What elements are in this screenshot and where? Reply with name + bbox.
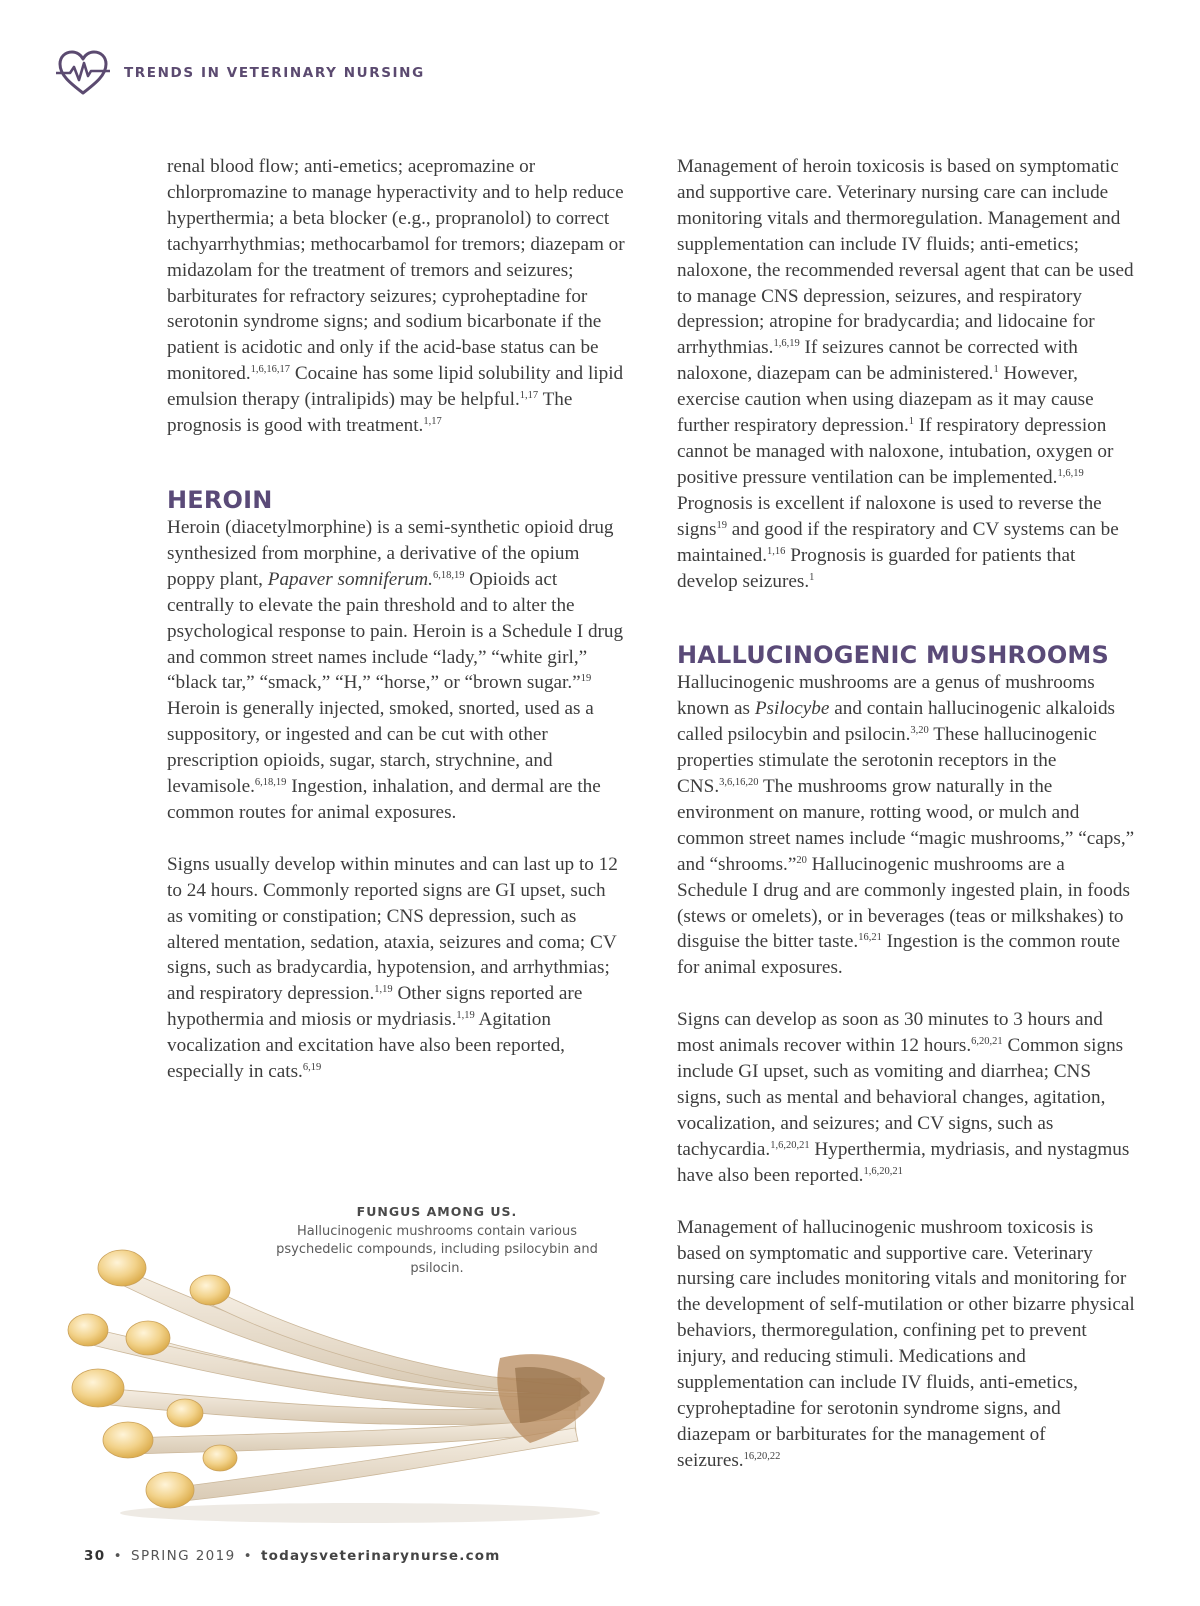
right-column	[677, 154, 1137, 1474]
page-number: 30	[84, 1548, 106, 1564]
mushrooms-management-paragraph: Management of hallucinogenic mushroom toxicosis is based on symptomatic and supportive care. Veterinary nursing care includes monitoring vitals and monitoring for the development of self-mutilation or other bizarre physical behaviors, thermoregulation, confining pet to prevent injury, and reducing stimuli. Medications and supplementation can include IV fluids, anti-emetics, cyproheptadine for serotonin syndrome signs, and diazepam or barbiturates for the management of seizures.$^{16,20,22}$	[677, 1216, 1135, 1471]
caption-title: FUNGUS AMONG US.	[356, 1204, 518, 1219]
photo-caption	[262, 1203, 612, 1278]
heroin-intro-paragraph: Heroin (diacetylmorphine) is a semi-synthetic opioid drug synthesized from morphine, a derivative of the opium poppy plant, Papaver somniferum.$^{6,18,19}$ Opioids act centrally to elevate the pain threshold and to alter the psychological response to pain. Heroin is a Schedule I drug and common street names include “lady,” “white girl,” “black tar,” “smack,” “H,” “horse,” or “brown sugar.”$^{19}$ Heroin is generally injected, smoked, snorted, used as a suppository, or ingested and can be cut with other prescription opioids, sugar, starch, strychnine, and levamisole.$^{6,18,19}$ Ingestion, inhalation, and dermal are the common routes for animal exposures.	[167, 516, 624, 823]
issue-label: SPRING 2019	[130, 1548, 236, 1564]
heroin-management-paragraph: Management of heroin toxicosis is based on symptomatic and supportive care. Veterinary nursing care can include monitoring vitals and thermoregulation. Management and supplementation can include IV fluids; anti-emetics; naloxone, the recommended reversal agent that can be used to manage CNS depression, seizures, and respiratory depression; atropine for bradycardia; and lidocaine for arrhythmias.$^{1,6,19}$ If seizures cannot be corrected with naloxone, diazepam can be administered.$^1$ However, exercise caution when using diazepam as it may cause further respiratory depression.$^1$ If respiratory depression cannot be managed with naloxone, intubation, oxygen or positive pressure ventilation can be implemented.$^{1,6,19}$ Prognosis is excellent if naloxone is used to reverse the signs$^{19}$ and good if the respiratory and CV systems can be maintained.$^{1,16}$ Prognosis is guarded for patients that develop seizures.$^1$	[677, 156, 1134, 592]
page-header	[56, 48, 425, 98]
heroin-heading: HEROIN	[167, 485, 273, 514]
page-footer: 30 • SPRING 2019 • todaysveterinarynurse.com	[84, 1548, 501, 1564]
cocaine-paragraph: renal blood flow; anti-emetics; acepromazine or chlorpromazine to manage hyperactivity and to help reduce hyperthermia; a beta blocker (e.g., propranolol) to correct tachyarrhythmias; methocarbamol for tremors; diazepam or midazolam for the treatment of tremors and seizures; barbiturates for refractory seizures; cyproheptadine for serotonin syndrome signs; and sodium bicarbonate if the patient is acidotic and only if the acid-base status can be monitored.$^{1,6,16,17}$ Cocaine has some lipid solubility and lipid emulsion therapy (intralipids) may be helpful.$^{1,17}$ The prognosis is good with treatment.$^{1,17}$	[167, 156, 625, 437]
caption-text: Hallucinogenic mushrooms contain various psychedelic compounds, including psilocybin and psilocin.	[276, 1223, 598, 1276]
heroin-signs-paragraph: Signs usually develop within minutes and can last up to 12 to 24 hours. Commonly reported signs are GI upset, such as vomiting or constipation; CNS depression, such as altered mentation, sedation, ataxia, seizures and coma; CV signs, such as bradycardia, hypotension, and arrhythmias; and respiratory depression.$^{1,19}$ Other signs reported are hypothermia and miosis or mydriasis.$^{1,19}$ Agitation vocalization and excitation have also been reported, especially in cats.$^{6,19}$	[167, 853, 618, 1083]
mushrooms-signs-paragraph: Signs can develop as soon as 30 minutes to 3 hours and most animals recover within 12 hours.$^{6,20,21}$ Common signs include GI upset, such as vomiting and diarrhea; CNS signs, such as mental and behavioral changes, agitation, vocalization, and seizures; and CV signs, such as tachycardia.$^{1,6,20,21}$ Hyperthermia, mydriasis, and nystagmus have also been reported.$^{1,6,20,21}$	[677, 1009, 1130, 1186]
heart-pulse-icon	[56, 49, 110, 97]
website-link[interactable]: todaysveterinarynurse.com	[261, 1548, 501, 1564]
mushrooms-intro-paragraph: Hallucinogenic mushrooms are a genus of mushrooms known as Psilocybe and contain hallucinogenic alkaloids called psilocybin and psilocin.$^{3,20}$ These hallucinogenic properties stimulate the serotonin receptors in the CNS.$^{3,6,16,20}$ The mushrooms grow naturally in the environment on manure, rotting wood, or mulch and common street names include “magic mushrooms,” “caps,” and “shrooms.”$^{20}$ Hallucinogenic mushrooms are a Schedule I drug and are commonly ingested plain, in foods (stews or omelets), or in beverages (teas or milkshakes) to disguise the bitter taste.$^{16,21}$ Ingestion is the common route for animal exposures.	[677, 672, 1135, 979]
mushrooms-heading: HALLUCINOGENIC MUSHROOMS	[677, 641, 1109, 670]
section-title: TRENDS IN VETERINARY NURSING	[124, 65, 425, 81]
left-column	[167, 154, 625, 1085]
